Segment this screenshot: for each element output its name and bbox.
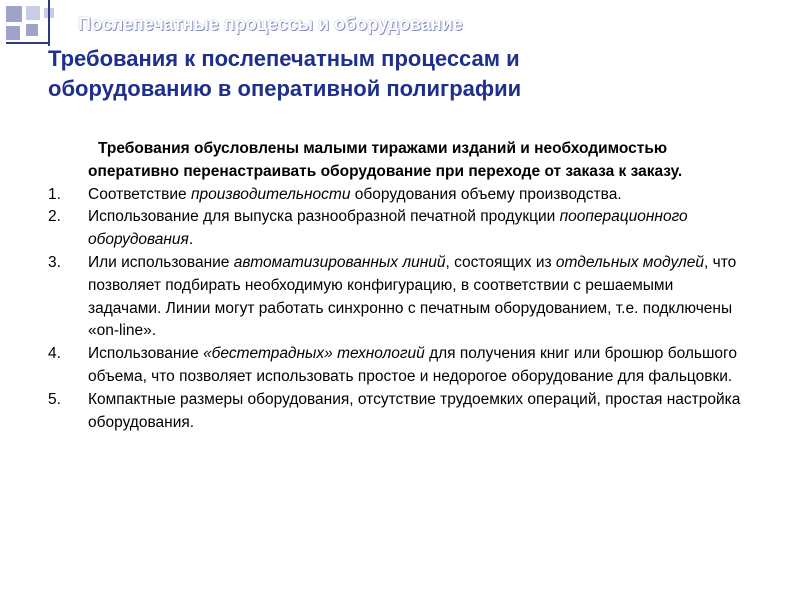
- slide-title-line: оборудованию в оперативной полиграфии: [48, 76, 522, 101]
- list-emphasis: «бестетрадных» технологий: [203, 345, 425, 363]
- list-emphasis: отдельных модулей: [555, 253, 705, 271]
- list-text: Использование: [88, 345, 204, 363]
- deco-square: [6, 6, 22, 22]
- list-item: [46, 206, 746, 252]
- list-text: Или использование: [88, 253, 234, 271]
- list-text: для получения книг или брошюр большого объема, что позволяет использовать простое и недорогое оборудование для фальцовки.: [88, 345, 737, 385]
- list-item: [46, 343, 746, 389]
- deco-square: [6, 26, 20, 40]
- deco-square: [26, 6, 40, 20]
- list-text: , состоящих из: [445, 253, 556, 271]
- list-number: 4.: [48, 345, 61, 363]
- list-emphasis: автоматизированных линий: [233, 253, 446, 271]
- list-item: [46, 389, 746, 435]
- list-number: 3.: [48, 253, 61, 271]
- list-text: Компактные размеры оборудования, отсутствие трудоемких операций, простая настройка оборудования.: [88, 390, 741, 431]
- deco-line: [6, 42, 48, 44]
- list-item: [46, 252, 746, 343]
- list-number: 1.: [48, 185, 61, 203]
- deco-line: [48, 0, 50, 46]
- list-number: 5.: [48, 390, 61, 408]
- deco-square: [26, 24, 38, 36]
- section-title: Послепечатные процессы и оборудование: [78, 14, 463, 34]
- list-text: Соответствие: [88, 185, 191, 203]
- requirements-list: [46, 184, 746, 435]
- content-body: [46, 138, 746, 434]
- slide-title-line: Требования к послепечатным процессам и: [48, 46, 520, 71]
- list-text: оборудования объему производства.: [350, 185, 622, 203]
- list-emphasis: пооперационного оборудования: [88, 208, 688, 249]
- slide-title: [48, 44, 768, 104]
- list-text: , что позволяет подбирать необходимую конфигурацию, в соответствии с решаемыми задачами. Линии могут работать синхронно с печатным оборудованием, т.е. подключены «on-line».: [88, 253, 737, 340]
- list-text: Использование для выпуска разнообразной печатной продукции: [88, 208, 560, 226]
- list-number: 2.: [48, 208, 61, 226]
- list-text: .: [188, 231, 194, 249]
- intro-paragraph: Требования обусловлены малыми тиражами изданий и необходимостью оперативно перенастраивать оборудование при переходе от заказа к заказу.: [88, 140, 683, 180]
- list-item: [46, 184, 746, 207]
- list-emphasis: производительности: [190, 185, 351, 203]
